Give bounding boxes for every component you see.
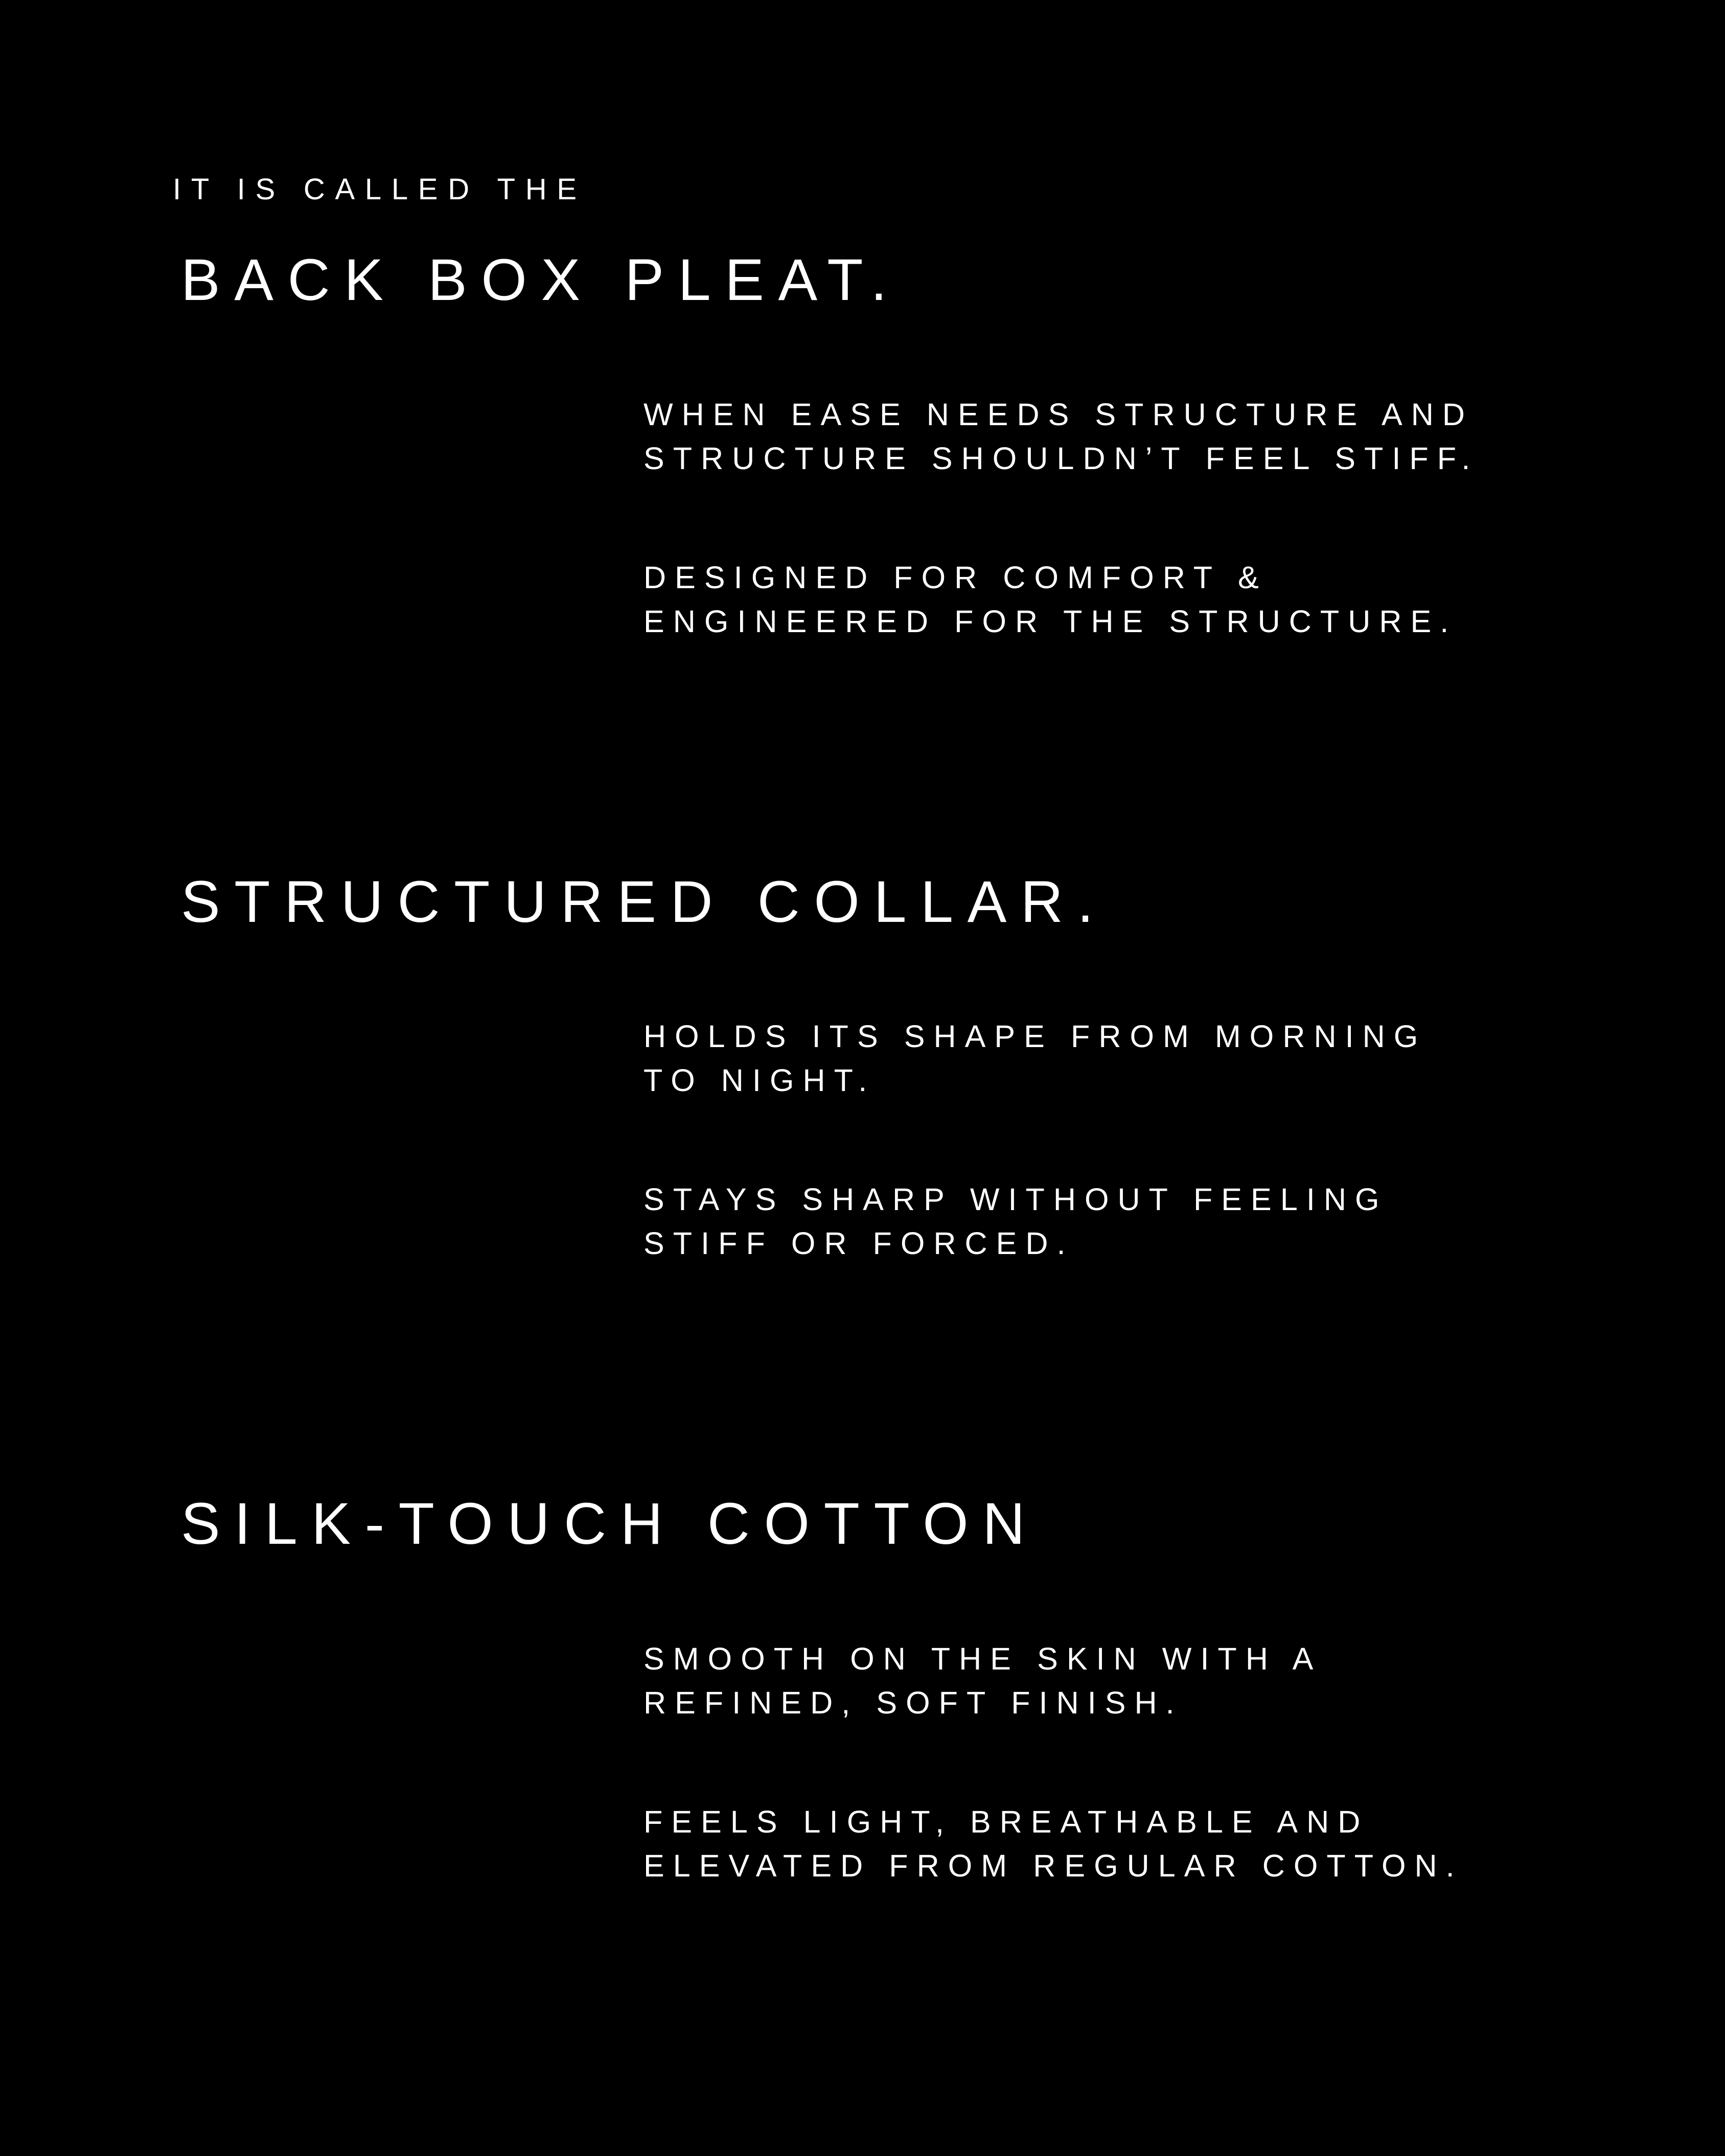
section-paragraph [643,1800,1615,1888]
paragraph-line: STIFF OR FORCED. [643,1226,1074,1261]
paragraph-line: ENGINEERED FOR THE STRUCTURE. [643,604,1458,639]
section-paragraph [643,1637,1615,1725]
paragraph-line: DESIGNED FOR COMFORT & [643,560,1268,595]
section-title-back-box-pleat: BACK BOX PLEAT. [181,247,901,313]
section-paragraph [643,1177,1615,1265]
section-title-structured-collar: STRUCTURED COLLAR. [181,869,1108,935]
paragraph-line: WHEN EASE NEEDS STRUCTURE AND [643,397,1474,432]
paragraph-line: FEELS LIGHT, BREATHABLE AND [643,1804,1369,1839]
paragraph-line: TO NIGHT. [643,1063,876,1098]
paragraph-line: STAYS SHARP WITHOUT FEELING [643,1182,1388,1217]
paragraph-line: REFINED, SOFT FINISH. [643,1685,1183,1720]
paragraph-line: ELEVATED FROM REGULAR COTTON. [643,1848,1463,1883]
paragraph-line: HOLDS ITS SHAPE FROM MORNING [643,1019,1427,1054]
eyebrow-text: IT IS CALLED THE [173,173,587,206]
section-paragraph [643,392,1615,480]
paragraph-line: SMOOTH ON THE SKIN WITH A [643,1641,1322,1676]
section-paragraph [643,1014,1615,1102]
section-title-silk-touch-cotton: SILK-TOUCH COTTON [181,1491,1039,1557]
paragraph-line: STRUCTURE SHOULDN’T FEEL STIFF. [643,441,1479,476]
section-paragraph [643,555,1615,643]
